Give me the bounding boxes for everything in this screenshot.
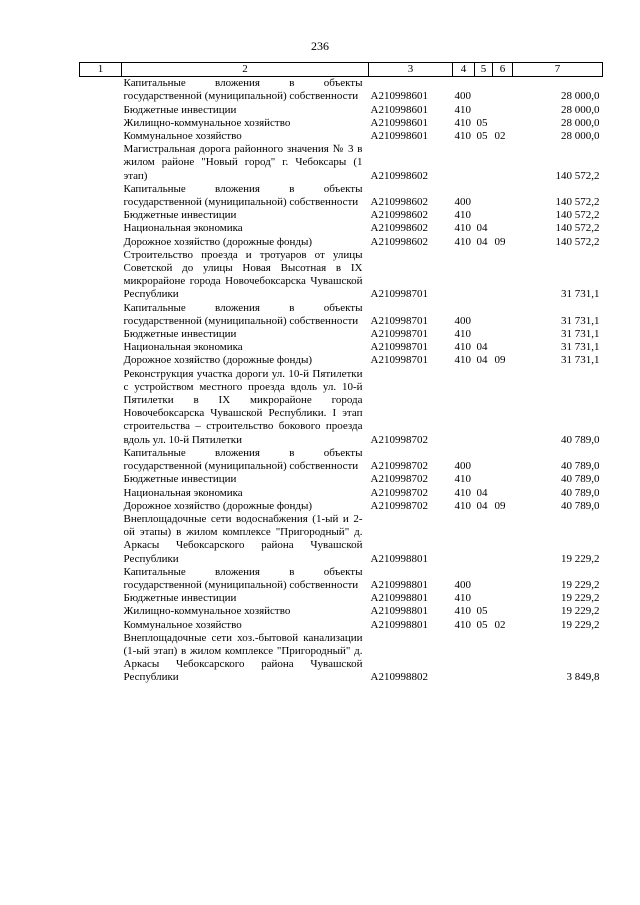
row-section: 05 <box>476 116 488 129</box>
row-index-cell <box>80 619 122 632</box>
row-section <box>475 183 493 209</box>
budget-table <box>79 62 603 685</box>
row-amount: 28 000,0 <box>561 130 600 143</box>
row-name: Бюджетные инвестиции <box>123 103 237 116</box>
row-amount: 3 849,8 <box>566 671 600 684</box>
header-row <box>80 63 603 77</box>
row-target-article: А210998602 <box>370 169 428 182</box>
row-subsection <box>493 605 513 618</box>
row-amount: 40 789,0 <box>561 460 600 473</box>
row-expense-type: 410 <box>454 618 471 631</box>
row-index-cell <box>80 368 122 447</box>
row-section <box>475 566 493 592</box>
row-section <box>475 473 493 486</box>
column-header-7: 7 <box>513 63 603 77</box>
row-index-cell <box>80 222 122 235</box>
table-row <box>80 222 603 235</box>
row-index-cell <box>80 143 122 183</box>
row-amount: 31 731,1 <box>561 341 600 354</box>
row-target-article: А210998602 <box>370 196 428 209</box>
row-target-article: А210998601 <box>370 116 428 129</box>
row-subsection <box>493 249 513 302</box>
row-target-article: А210998601 <box>370 103 428 116</box>
row-expense-type <box>453 513 475 566</box>
row-subsection: 02 <box>494 130 506 143</box>
row-index-cell <box>80 77 122 104</box>
row-subsection <box>493 487 513 500</box>
row-index-cell <box>80 592 122 605</box>
row-index-cell <box>80 302 122 328</box>
row-amount: 19 229,2 <box>561 618 600 631</box>
row-target-article: А210998702 <box>370 460 428 473</box>
column-header-6: 6 <box>493 63 513 77</box>
row-name: Капитальные вложения в объекты государственной (муниципальной) собственности <box>123 446 363 473</box>
row-subsection: 02 <box>494 618 506 631</box>
row-section: 05 <box>476 618 488 631</box>
row-target-article: А210998801 <box>370 618 428 631</box>
row-subsection: 09 <box>494 235 506 248</box>
row-section <box>475 77 493 104</box>
row-amount: 19 229,2 <box>561 552 600 565</box>
row-subsection: 09 <box>494 354 506 367</box>
row-target-article: А210998701 <box>370 354 428 367</box>
row-amount: 140 572,2 <box>555 235 600 248</box>
row-amount: 40 789,0 <box>561 473 600 486</box>
row-target-article: А210998801 <box>370 552 428 565</box>
row-index-cell <box>80 249 122 302</box>
row-subsection <box>493 302 513 328</box>
row-amount: 40 789,0 <box>561 486 600 499</box>
table-row <box>80 209 603 222</box>
row-target-article: А210998702 <box>370 433 428 446</box>
row-section <box>475 143 493 183</box>
row-subsection <box>493 222 513 235</box>
row-subsection <box>493 368 513 447</box>
row-name: Дорожное хозяйство (дорожные фонды) <box>123 499 313 512</box>
row-expense-type <box>453 368 475 447</box>
row-section <box>475 368 493 447</box>
row-section: 04 <box>476 341 488 354</box>
row-index-cell <box>80 236 122 249</box>
row-expense-type: 410 <box>454 103 471 116</box>
row-section <box>475 513 493 566</box>
table-row <box>80 487 603 500</box>
row-name: Капитальные вложения в объекты государственной (муниципальной) собственности <box>123 77 363 103</box>
row-expense-type: 400 <box>454 578 471 591</box>
row-subsection <box>493 183 513 209</box>
row-expense-type <box>453 143 475 183</box>
table-row <box>80 368 603 447</box>
row-index-cell <box>80 632 122 685</box>
row-target-article: А210998802 <box>370 671 428 684</box>
row-subsection <box>493 473 513 486</box>
page-number: 236 <box>311 39 329 53</box>
table-row <box>80 605 603 618</box>
row-expense-type: 400 <box>454 196 471 209</box>
row-index-cell <box>80 341 122 354</box>
row-name: Коммунальное хозяйство <box>123 618 242 631</box>
row-target-article: А210998701 <box>370 341 428 354</box>
row-expense-type: 410 <box>454 341 471 354</box>
row-name: Бюджетные инвестиции <box>123 328 237 341</box>
row-index-cell <box>80 130 122 143</box>
table-row <box>80 104 603 117</box>
row-section: 05 <box>476 130 488 143</box>
row-amount: 31 731,1 <box>561 288 600 301</box>
row-subsection <box>493 513 513 566</box>
table-row <box>80 592 603 605</box>
table-row <box>80 354 603 367</box>
row-index-cell <box>80 447 122 473</box>
row-subsection <box>493 447 513 473</box>
row-amount: 28 000,0 <box>561 103 600 116</box>
table-row <box>80 302 603 328</box>
row-amount: 140 572,2 <box>555 196 600 209</box>
row-section: 04 <box>476 486 488 499</box>
row-target-article: А210998701 <box>370 288 428 301</box>
row-expense-type: 410 <box>454 130 471 143</box>
row-subsection <box>493 77 513 104</box>
row-name: Национальная экономика <box>123 486 243 499</box>
row-target-article: А210998801 <box>370 592 428 605</box>
table-body <box>80 77 603 685</box>
table-row <box>80 341 603 354</box>
row-index-cell <box>80 209 122 222</box>
row-target-article: А210998602 <box>370 235 428 248</box>
row-section: 04 <box>476 222 488 235</box>
row-target-article: А210998801 <box>370 578 428 591</box>
row-subsection <box>493 209 513 222</box>
row-amount: 28 000,0 <box>561 116 600 129</box>
row-target-article: А210998702 <box>370 486 428 499</box>
row-subsection <box>493 632 513 685</box>
row-index-cell <box>80 513 122 566</box>
row-section <box>475 209 493 222</box>
row-target-article: А210998602 <box>370 209 428 222</box>
row-target-article: А210998701 <box>370 314 428 327</box>
row-name: Капитальные вложения в объекты государственной (муниципальной) собственности <box>123 301 363 327</box>
row-expense-type: 410 <box>454 235 471 248</box>
row-name: Национальная экономика <box>123 222 243 235</box>
column-header-2: 2 <box>122 63 369 77</box>
row-index-cell <box>80 117 122 130</box>
row-name: Бюджетные инвестиции <box>123 592 237 605</box>
row-amount: 40 789,0 <box>561 433 600 446</box>
table-row <box>80 77 603 104</box>
column-header-1: 1 <box>80 63 122 77</box>
table-row <box>80 328 603 341</box>
row-subsection <box>493 143 513 183</box>
table-row <box>80 447 603 473</box>
row-section: 05 <box>476 605 488 618</box>
row-section <box>475 592 493 605</box>
row-section <box>475 447 493 473</box>
row-name: Дорожное хозяйство (дорожные фонды) <box>123 354 313 367</box>
row-target-article: А210998601 <box>370 130 428 143</box>
row-target-article: А210998702 <box>370 499 428 512</box>
row-index-cell <box>80 500 122 513</box>
row-subsection <box>493 566 513 592</box>
row-section <box>475 302 493 328</box>
row-expense-type: 400 <box>454 460 471 473</box>
row-index-cell <box>80 566 122 592</box>
table-row <box>80 473 603 486</box>
row-target-article: А210998601 <box>370 90 428 103</box>
row-expense-type: 410 <box>454 605 471 618</box>
column-header-4: 4 <box>453 63 475 77</box>
row-section <box>475 632 493 685</box>
row-subsection <box>493 117 513 130</box>
row-amount: 28 000,0 <box>561 90 600 103</box>
row-name: Бюджетные инвестиции <box>123 209 237 222</box>
table-row <box>80 632 603 685</box>
row-target-article: А210998602 <box>370 222 428 235</box>
row-name: Жилищно-коммунальное хозяйство <box>123 605 291 618</box>
row-name: Дорожное хозяйство (дорожные фонды) <box>123 235 313 248</box>
row-amount: 140 572,2 <box>555 169 600 182</box>
row-amount: 140 572,2 <box>555 209 600 222</box>
row-expense-type: 410 <box>454 354 471 367</box>
row-subsection <box>493 104 513 117</box>
row-amount: 19 229,2 <box>561 592 600 605</box>
row-subsection: 09 <box>494 499 506 512</box>
row-section: 04 <box>476 235 488 248</box>
row-name: Внеплощадочные сети хоз.-бытовой канализации (1-ый этап) в жилом комплексе "Пригородный" д. Аркасы Чебоксарского района Чувашской Республики <box>123 631 363 684</box>
row-expense-type: 400 <box>454 314 471 327</box>
row-expense-type: 410 <box>454 499 471 512</box>
row-expense-type: 410 <box>454 209 471 222</box>
table-row <box>80 130 603 143</box>
column-header-5: 5 <box>475 63 493 77</box>
row-expense-type <box>453 249 475 302</box>
row-expense-type: 400 <box>454 90 471 103</box>
table-row <box>80 513 603 566</box>
row-amount: 40 789,0 <box>561 499 600 512</box>
row-index-cell <box>80 473 122 486</box>
row-name: Капитальные вложения в объекты государственной (муниципальной) собственности <box>123 565 363 591</box>
row-name: Национальная экономика <box>123 341 243 354</box>
row-index-cell <box>80 605 122 618</box>
row-amount: 140 572,2 <box>555 222 600 235</box>
row-name: Реконструкция участка дороги ул. 10-й Пятилетки с устройством местного проезда вдоль ул. 10-й Пятилетки в IX микрорайоне города Новочебоксарска Чувашской Республики. I этап строительства – строительство бокового проезда вдоль ул. 10-й Пятилетки <box>123 367 363 446</box>
table-row <box>80 249 603 302</box>
row-subsection <box>493 341 513 354</box>
row-expense-type: 410 <box>454 486 471 499</box>
row-index-cell <box>80 183 122 209</box>
row-amount: 19 229,2 <box>561 605 600 618</box>
row-expense-type: 410 <box>454 328 471 341</box>
row-index-cell <box>80 354 122 367</box>
row-expense-type <box>453 632 475 685</box>
row-name: Внеплощадочные сети водоснабжения (1-ый и 2-ой этапы) в жилом комплексе "Пригородный" д. Аркасы Чебоксарского района Чувашской Республики <box>123 512 363 565</box>
row-name: Капитальные вложения в объекты государственной (муниципальной) собственности <box>123 182 363 209</box>
row-amount: 31 731,1 <box>561 354 600 367</box>
table-row <box>80 566 603 592</box>
row-amount: 31 731,1 <box>561 314 600 327</box>
row-name: Бюджетные инвестиции <box>123 473 237 486</box>
row-section <box>475 249 493 302</box>
row-subsection <box>493 592 513 605</box>
row-section: 04 <box>476 499 488 512</box>
row-subsection <box>493 328 513 341</box>
row-name: Коммунальное хозяйство <box>123 130 242 143</box>
row-expense-type: 410 <box>454 116 471 129</box>
row-name: Строительство проезда и тротуаров от улицы Советской до улицы Новая Высотная в IX микрорайоне города Новочебоксарска Чувашской Республики <box>123 248 363 301</box>
row-amount: 19 229,2 <box>561 578 600 591</box>
row-expense-type: 410 <box>454 222 471 235</box>
row-expense-type: 410 <box>454 473 471 486</box>
row-target-article: А210998702 <box>370 473 428 486</box>
table-row <box>80 183 603 209</box>
row-name: Магистральная дорога районного значения № 3 в жилом районе "Новый город" г. Чебоксары (1 этап) <box>123 143 363 182</box>
row-name: Жилищно-коммунальное хозяйство <box>123 116 291 129</box>
column-header-3: 3 <box>369 63 453 77</box>
table-row <box>80 143 603 183</box>
row-index-cell <box>80 104 122 117</box>
row-target-article: А210998701 <box>370 328 428 341</box>
row-target-article: А210998801 <box>370 605 428 618</box>
row-section <box>475 104 493 117</box>
row-index-cell <box>80 328 122 341</box>
row-expense-type: 410 <box>454 592 471 605</box>
table-row <box>80 500 603 513</box>
row-section: 04 <box>476 354 488 367</box>
row-amount: 31 731,1 <box>561 328 600 341</box>
row-index-cell <box>80 487 122 500</box>
table-row <box>80 619 603 632</box>
row-section <box>475 328 493 341</box>
table-row <box>80 117 603 130</box>
table-row <box>80 236 603 249</box>
